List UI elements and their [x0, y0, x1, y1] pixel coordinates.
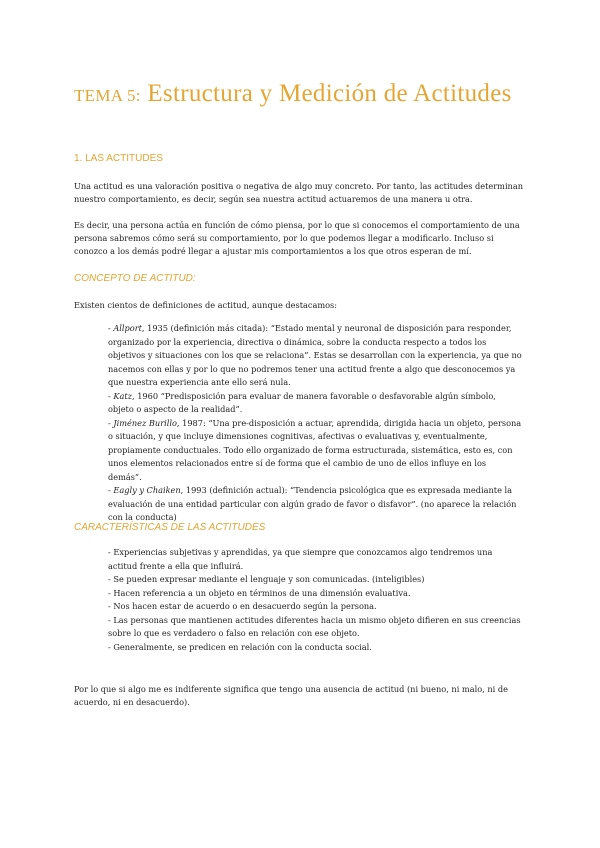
definition-item: - Katz, 1960 “Predisposición para evaluar de manera favorable o desfavorable algún símbolo, objeto o aspecto de la realidad”. — [108, 390, 496, 414]
definition-text: , 1987: “Una pre-disposición a actuar, aprendida, dirigida hacia un objeto, persona o situación, y que incluye dimensiones cognitivas, afectivas o evaluativas y, eventualmente, propiamente conductuales. Todo ello organizado de forma estructurada, sistemática, esto es, con unos elementos relacionados entre sí de forma que el cambio de uno de ellos influye en los demás”. — [108, 417, 522, 482]
characteristic-item: - Generalmente, se predicen en relación con la conducta social. — [108, 641, 372, 652]
definitions-list — [108, 322, 522, 525]
paragraph-3: Existen cientos de definiciones de actitud, aunque destacamos: — [74, 300, 337, 310]
page-title — [74, 80, 544, 108]
definition-item: - Allport, 1935 (definición más citada): “Estado mental y neuronal de disposición para responder, organizado por la experiencia, directiva o dinámica, sobre la conducta respecto a todos los objetivos y situaciones con los que se relaciona”. Estas se desarrollan con la experiencia, ya que no nacemos con ellas y por lo que no podremos tener una actitud frente a algo que desconocemos ya que nuestra experiencia ante ello será nula. — [108, 323, 522, 387]
subsection-heading-caracteristicas: CARACTERÍSTICAS DE LAS ACTITUDES — [74, 522, 266, 533]
definition-text: , 1935 (definición más citada): “Estado mental y neuronal de disposición para responder, organizado por la experiencia, directiva o dinámica, sobre la conducta respecto a todos los objetivos y situaciones con los que se relaciona”. Estas se desarrollan con la experiencia, ya que no nacemos con ellas y por lo que no podremos tener una actitud frente a algo que desconocemos ya que nuestra experiencia ante ello será nula. — [108, 323, 522, 387]
section-heading-actitudes: 1. LAS ACTITUDES — [74, 153, 163, 164]
definition-text: , 1960 “Predisposición para evaluar de manera favorable o desfavorable algún símbolo, objeto o aspecto de la realidad”. — [108, 390, 496, 414]
characteristic-item: - Se pueden expresar mediante el lenguaje y son comunicadas. (inteligibles) — [108, 574, 425, 584]
definition-item: - Jiménez Burillo, 1987: “Una pre-disposición a actuar, aprendida, dirigida hacia un objeto, persona o situación, y que incluye dimensiones cognitivas, afectivas o evaluativas y, eventualmente, propiamente conductuales. Todo ello organizado de forma estructurada, sistemática, esto es, con unos elementos relacionados entre sí de forma que el cambio de uno de ellos influye en los demás”. — [108, 417, 522, 482]
characteristic-item: - Hacen referencia a un objeto en términos de una dimensión evaluativa. — [108, 587, 411, 598]
definition-author: Allport — [113, 323, 142, 333]
paragraph-4: Por lo que si algo me es indiferente significa que tengo una ausencia de actitud (ni bueno, ni malo, ni de acuerdo, ni en desacuerdo). — [74, 684, 508, 707]
characteristic-item: - Experiencias subjetivas y aprendidas, ya que siempre que conozcamos algo tendremos una actitud frente a ella que influirá. — [108, 547, 493, 571]
definition-author: Eagly y Chaiken — [113, 485, 181, 495]
definition-author: Katz — [113, 390, 132, 401]
characteristics-list — [108, 546, 522, 654]
definition-text: , 1993 (definición actual): “Tendencia psicológica que es expresada mediante la evaluación de una entidad particular con algún grado de favor o disfavor”. (no aparece la relación con la conducta) — [108, 485, 517, 522]
characteristic-item: - Las personas que mantienen actitudes diferentes hacia un mismo objeto difieren en sus creencias sobre lo que es verdadero o falso en relación con ese objeto. — [108, 614, 521, 638]
paragraph-1: Una actitud es una valoración positiva o negativa de algo muy concreto. Por tanto, las actitudes determinan nuestro comportamiento, es decir, según sea nuestra actitud actuaremos de una manera u otra. — [74, 181, 523, 204]
paragraph-2: Es decir, una persona actúa en función de cómo piensa, por lo que si conocemos el comportamiento de una persona sabremos cómo será su comportamiento, por lo que podemos llegar a modificarlo. Incluso si conozco a los demás podré llegar a ajustar mis comportamientos a los que otros esperan de mí. — [74, 220, 520, 256]
title-main: Estructura y Medición de Actitudes — [147, 80, 512, 107]
definition-author: Jiménez Burillo — [113, 417, 177, 428]
characteristic-item: - Nos hacen estar de acuerdo o en desacuerdo según la persona. — [108, 601, 377, 611]
definition-item: - Eagly y Chaiken, 1993 (definición actual): “Tendencia psicológica que es expresada mediante la evaluación de una entidad particular con algún grado de favor o disfavor”. (no aparece la relación con la conducta) — [108, 485, 517, 522]
title-prefix: TEMA 5: — [74, 86, 141, 105]
subsection-heading-concepto: CONCEPTO DE ACTITUD: — [74, 273, 196, 284]
